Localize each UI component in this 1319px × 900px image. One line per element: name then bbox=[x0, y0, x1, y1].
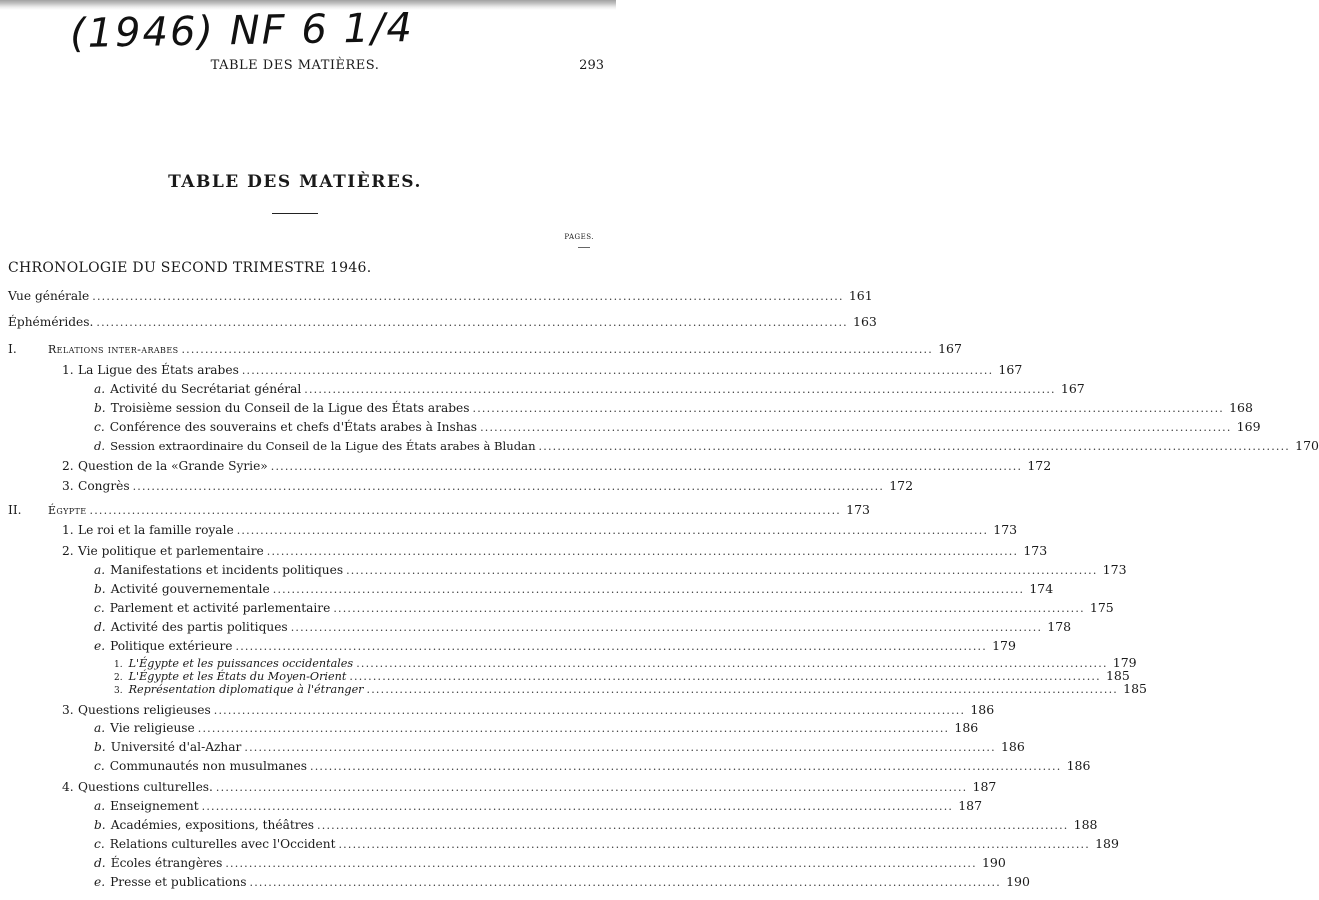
leader-dots: ................................................................................................................................................................ bbox=[338, 838, 1090, 851]
toc-entry-label: Activité du Secrétariat général bbox=[110, 382, 302, 396]
toc-entry bbox=[62, 779, 997, 796]
leader-dots: ................................................................................................................................................................ bbox=[310, 760, 1062, 773]
toc-entry-number: d. bbox=[94, 620, 106, 634]
toc-entry-number: 2. bbox=[62, 544, 74, 558]
leader-dots: ................................................................................................................................................................ bbox=[472, 402, 1224, 415]
leader-dots: ................................................................................................................................................................ bbox=[304, 383, 1056, 396]
toc-entry bbox=[94, 638, 1016, 655]
leader-dots: ................................................................................................................................................................ bbox=[92, 290, 844, 303]
toc-entry-label: Enseignement bbox=[110, 799, 199, 813]
toc-entry-label: Relations culturelles avec l'Occident bbox=[109, 837, 336, 851]
toc-entry bbox=[94, 874, 1030, 891]
leader-dots: ................................................................................................................................................................ bbox=[366, 683, 1118, 696]
leader-dots: ................................................................................................................................................................ bbox=[197, 722, 950, 735]
toc-entry-page: 186 bbox=[970, 702, 995, 717]
toc-entry-number: a. bbox=[94, 563, 106, 577]
toc-entry-page: 187 bbox=[972, 779, 997, 794]
toc-entry-number: 4. bbox=[62, 780, 74, 794]
toc-entry-number: c. bbox=[94, 837, 105, 851]
toc-entry bbox=[8, 314, 877, 331]
leader-dots: ................................................................................................................................................................ bbox=[241, 364, 994, 377]
leader-dots: ................................................................................................................................................................ bbox=[272, 583, 1025, 596]
toc-entry-page: 173 bbox=[1102, 562, 1127, 577]
toc-entry-page: 186 bbox=[1066, 758, 1091, 773]
leader-dots: ................................................................................................................................................................ bbox=[201, 800, 954, 813]
toc-entry bbox=[94, 562, 1127, 579]
leader-dots: ................................................................................................................................................................ bbox=[235, 640, 987, 653]
toc-entry-label: Congrès bbox=[78, 479, 130, 493]
toc-entry bbox=[94, 400, 1253, 417]
toc-entry bbox=[94, 419, 1261, 436]
toc-entry bbox=[94, 720, 979, 737]
toc-entry-number: 2. bbox=[114, 673, 123, 683]
toc-entry-number: 3. bbox=[114, 686, 123, 696]
leader-dots: ................................................................................................................................................................ bbox=[89, 504, 841, 517]
toc-entry-label: Université d'al-Azhar bbox=[110, 740, 242, 754]
toc-entry-label: Activité gouvernementale bbox=[110, 582, 270, 596]
toc-entry-number: 1. bbox=[114, 660, 123, 670]
toc-entry bbox=[94, 600, 1114, 617]
toc-entry-label: L'Égypte et les puissances occidentales bbox=[128, 657, 354, 670]
toc-entry-page: 189 bbox=[1095, 836, 1119, 851]
toc-entry-page: 172 bbox=[1027, 458, 1052, 473]
leader-dots: ................................................................................................................................................................ bbox=[290, 621, 1043, 634]
toc-entry bbox=[94, 836, 1119, 853]
toc-entry-number: 3. bbox=[62, 479, 74, 493]
leader-dots: ................................................................................................................................................................ bbox=[270, 460, 1023, 473]
toc-entry-number: 3. bbox=[62, 703, 74, 717]
toc-entry bbox=[62, 543, 1048, 560]
toc-entry bbox=[8, 341, 962, 358]
toc-entry-label: Troisième session du Conseil de la Ligue des États arabes bbox=[110, 401, 470, 415]
toc-entry-label: Presse et publications bbox=[110, 875, 247, 889]
toc-entry-page: 167 bbox=[998, 362, 1023, 377]
leader-dots: ................................................................................................................................................................ bbox=[317, 819, 1069, 832]
toc-entry-page: 188 bbox=[1073, 817, 1098, 832]
toc-entry-page: 185 bbox=[1105, 668, 1130, 683]
toc-entry-number: a. bbox=[94, 382, 106, 396]
toc-entry-page: 167 bbox=[938, 341, 962, 356]
leader-dots: ................................................................................................................................................................ bbox=[96, 316, 848, 329]
toc-entry-page: 173 bbox=[1023, 543, 1048, 558]
toc-entry-number: e. bbox=[94, 639, 106, 653]
toc-entry-number: 2. bbox=[62, 459, 74, 473]
toc-entry-label: Écoles étrangères bbox=[110, 856, 223, 870]
toc-entry-page: 170 bbox=[1295, 438, 1319, 453]
leader-dots: ................................................................................................................................................................ bbox=[346, 564, 1098, 577]
toc-entry-label: Égypte bbox=[48, 504, 87, 517]
toc-entry-page: 190 bbox=[981, 855, 1006, 870]
toc-entry bbox=[62, 362, 1023, 379]
toc-entry-label: Communautés non musulmanes bbox=[109, 759, 307, 773]
toc-entry-number: d. bbox=[94, 856, 106, 870]
toc-entry-page: 173 bbox=[993, 522, 1018, 537]
toc-entry bbox=[8, 288, 873, 305]
toc-entry-page: 169 bbox=[1236, 419, 1261, 434]
section-heading: CHRONOLOGIE DU SECOND TRIMESTRE 1946. bbox=[8, 260, 372, 276]
toc-entry-page: 186 bbox=[954, 720, 979, 735]
toc-entry-number: a. bbox=[94, 721, 106, 735]
toc-entry-page: 179 bbox=[1112, 655, 1137, 670]
toc-entry-label: Manifestations et incidents politiques bbox=[110, 563, 344, 577]
toc-entry-page: 172 bbox=[889, 478, 914, 493]
toc-entry-number: b. bbox=[94, 582, 106, 596]
toc-entry-number: b. bbox=[94, 401, 106, 415]
toc-entry-number: 1. bbox=[62, 363, 74, 377]
toc-entry-number: I. bbox=[8, 342, 17, 356]
toc-entry-label: L'Égypte et les États du Moyen-Orient bbox=[128, 670, 347, 683]
toc-entry-label: Activité des partis politiques bbox=[110, 620, 288, 634]
toc-entry-label: Vue générale bbox=[8, 289, 90, 303]
leader-dots: ................................................................................................................................................................ bbox=[244, 741, 996, 754]
toc-entry-number: e. bbox=[94, 875, 106, 889]
toc-entry bbox=[94, 739, 1025, 756]
leader-dots: ................................................................................................................................................................ bbox=[333, 602, 1085, 615]
toc-entry bbox=[62, 522, 1018, 539]
toc-entry bbox=[8, 502, 870, 519]
toc-entry bbox=[94, 758, 1091, 775]
toc-entry-number: 1. bbox=[62, 523, 74, 537]
leader-dots: ................................................................................................................................................................ bbox=[356, 657, 1108, 670]
toc-entry bbox=[62, 458, 1052, 475]
toc-entry-label: Représentation diplomatique à l'étranger bbox=[128, 683, 364, 696]
running-title: TABLE DES MATIÈRES. bbox=[210, 58, 380, 73]
toc-entry-label: Parlement et activité parlementaire bbox=[109, 601, 331, 615]
toc-entry-page: 173 bbox=[846, 502, 870, 517]
toc-entry-page: 175 bbox=[1089, 600, 1114, 615]
toc-entry bbox=[94, 798, 983, 815]
toc-entry-label: Éphémérides. bbox=[8, 315, 94, 329]
leader-dots: ................................................................................................................................................................ bbox=[213, 704, 966, 717]
toc-entry-label: Questions culturelles. bbox=[78, 780, 213, 794]
toc-entry bbox=[94, 581, 1054, 598]
toc-entry-label: Le roi et la famille royale bbox=[78, 523, 234, 537]
toc-entry-page: 186 bbox=[1000, 739, 1025, 754]
toc-entry-page: 185 bbox=[1123, 681, 1147, 696]
toc-entry bbox=[62, 702, 995, 719]
toc-entry bbox=[94, 855, 1006, 872]
toc-entry bbox=[94, 817, 1098, 834]
toc-entry-label: Questions religieuses bbox=[78, 703, 211, 717]
leader-dots: ................................................................................................................................................................ bbox=[249, 876, 1001, 889]
toc-entry bbox=[94, 381, 1085, 398]
toc-entry-label: Académies, expositions, théâtres bbox=[110, 818, 315, 832]
toc-entry-number: c. bbox=[94, 601, 105, 615]
toc-entry-page: 187 bbox=[958, 798, 983, 813]
toc-entry-number: II. bbox=[8, 503, 22, 517]
toc-entry-label: Politique extérieure bbox=[110, 639, 233, 653]
toc-entry-page: 167 bbox=[1060, 381, 1085, 396]
toc-entry-number: b. bbox=[94, 818, 106, 832]
handwritten-annotation: (1946) NF 6 1/4 bbox=[69, 5, 415, 57]
toc-entry-number: c. bbox=[94, 420, 105, 434]
toc-entry-page: 178 bbox=[1047, 619, 1072, 634]
leader-dots: ................................................................................................................................................................ bbox=[266, 545, 1019, 558]
leader-dots: ................................................................................................................................................................ bbox=[538, 440, 1290, 453]
page-title: TABLE DES MATIÈRES. bbox=[168, 172, 422, 192]
toc-entry-label: Vie religieuse bbox=[110, 721, 195, 735]
pages-column-label: PAGES. bbox=[564, 233, 594, 241]
leader-dots: ................................................................................................................................................................ bbox=[132, 480, 885, 493]
toc-entry-page: 174 bbox=[1029, 581, 1054, 596]
page-number: 293 bbox=[579, 58, 604, 73]
leader-dots: ................................................................................................................................................................ bbox=[236, 524, 989, 537]
toc-entry-label: Vie politique et parlementaire bbox=[78, 544, 264, 558]
toc-entry-label: Session extraordinaire du Conseil de la Ligue des États arabes à Bludan bbox=[110, 439, 536, 453]
toc-entry-label: Relations inter-arabes bbox=[48, 343, 179, 356]
toc-entry-number: b. bbox=[94, 740, 106, 754]
toc-entry-label: Question de la «Grande Syrie» bbox=[78, 459, 268, 473]
toc-entry-number: d. bbox=[94, 439, 106, 453]
toc-entry-number: c. bbox=[94, 759, 105, 773]
leader-dots: ................................................................................................................................................................ bbox=[225, 857, 977, 870]
toc-entry-number: a. bbox=[94, 799, 106, 813]
toc-entry-page: 179 bbox=[992, 638, 1016, 653]
leader-dots: ................................................................................................................................................................ bbox=[181, 343, 933, 356]
leader-dots: ................................................................................................................................................................ bbox=[480, 421, 1232, 434]
toc-entry-label: La Ligue des États arabes bbox=[78, 363, 239, 377]
toc-entry-page: 161 bbox=[848, 288, 873, 303]
toc-entry-label: Conférence des souverains et chefs d'États arabes à Inshas bbox=[109, 420, 478, 434]
toc-entry bbox=[114, 681, 1147, 698]
toc-entry-page: 190 bbox=[1006, 874, 1030, 889]
toc-entry bbox=[94, 438, 1319, 455]
toc-entry bbox=[62, 478, 914, 495]
leader-dots: ................................................................................................................................................................ bbox=[215, 781, 968, 794]
toc-entry-page: 168 bbox=[1229, 400, 1253, 415]
toc-entry-page: 163 bbox=[853, 314, 877, 329]
leader-dots: ................................................................................................................................................................ bbox=[349, 670, 1101, 683]
toc-entry bbox=[94, 619, 1072, 636]
